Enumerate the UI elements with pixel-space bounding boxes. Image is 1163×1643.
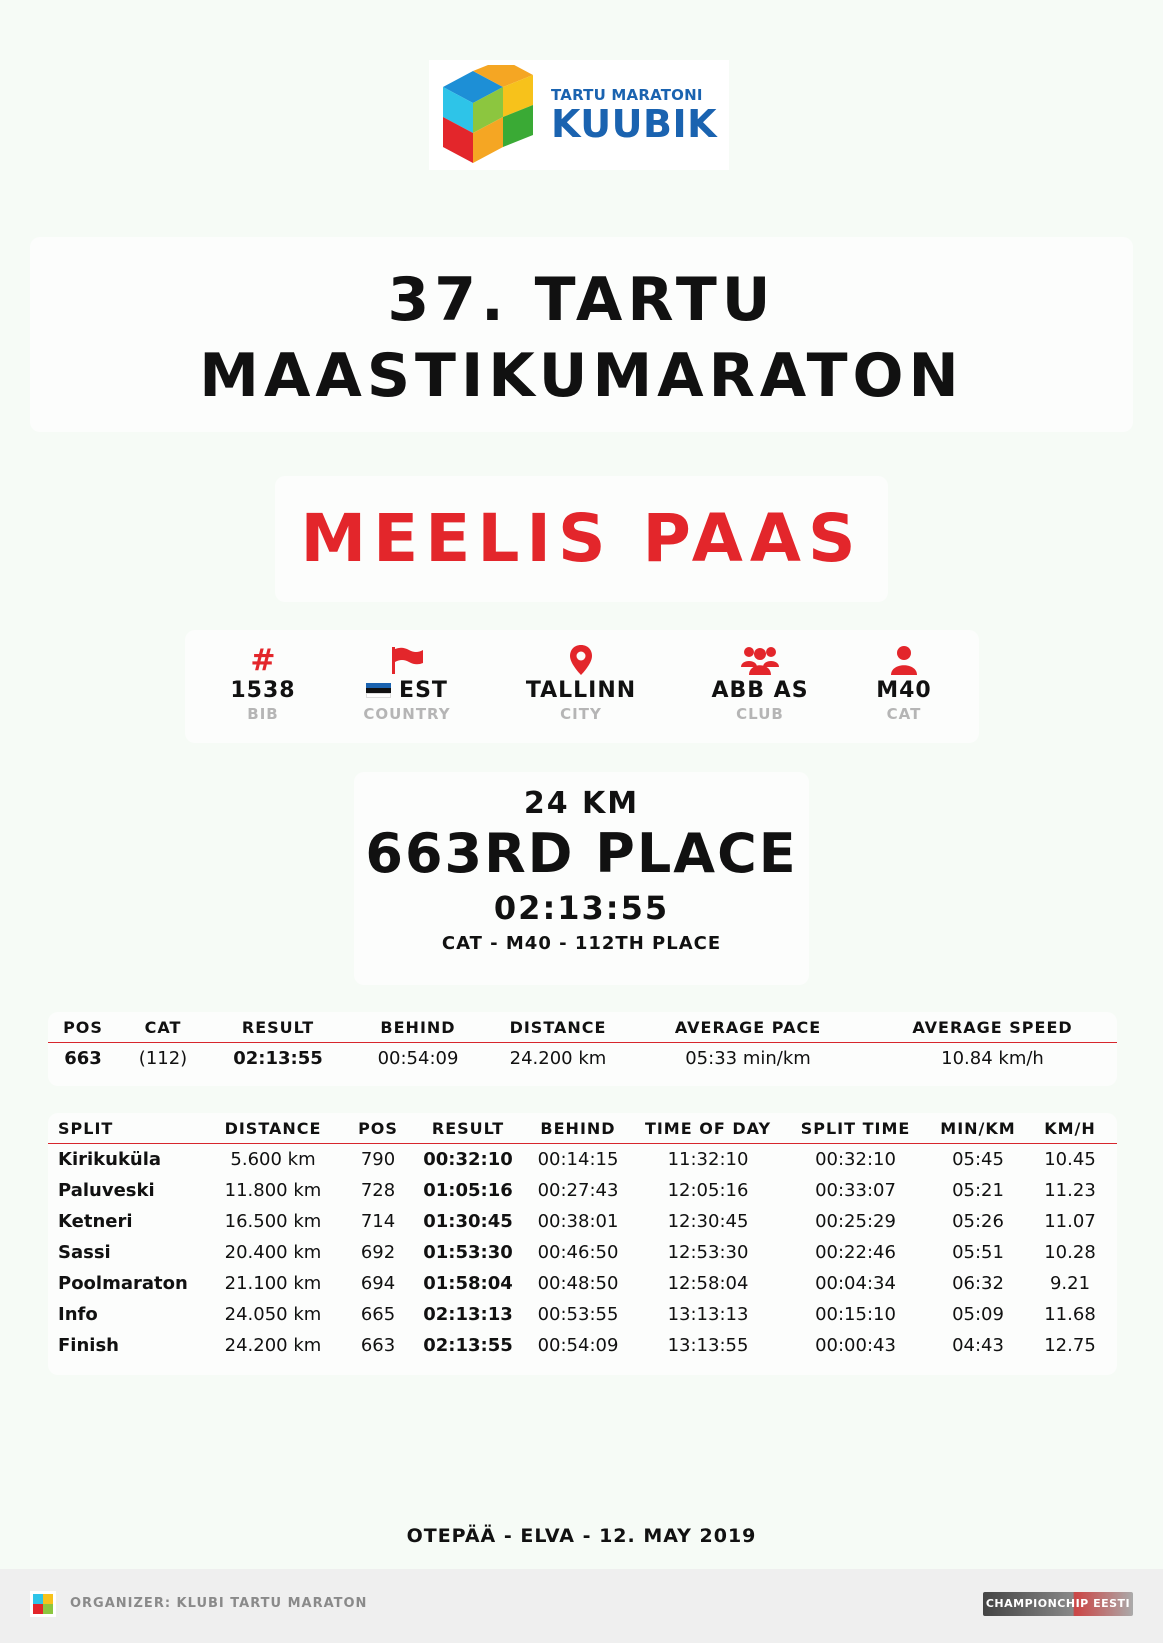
info-club — [680, 644, 840, 723]
splits-header: DISTANCE — [208, 1113, 338, 1144]
split-name: Kirikuküla — [58, 1149, 162, 1170]
summary-behind: 00:54:09 — [377, 1048, 459, 1069]
mini-cube-icon — [30, 1591, 56, 1617]
split-speed: 10.45 — [1044, 1149, 1096, 1170]
splits-header: MIN/KM — [933, 1113, 1023, 1144]
summary-header: BEHIND — [348, 1012, 488, 1043]
footer-bar — [0, 1569, 1163, 1643]
summary-distance: 24.200 km — [509, 1048, 607, 1069]
split-distance: 20.400 km — [224, 1242, 322, 1263]
splits-header: RESULT — [418, 1113, 518, 1144]
estonia-flag-icon — [366, 683, 391, 698]
summary-header: DISTANCE — [488, 1012, 628, 1043]
summary-cat: (112) — [138, 1048, 188, 1069]
cube-icon — [433, 65, 543, 165]
splits-header: SPLIT — [48, 1113, 208, 1144]
splits-header-row — [48, 1113, 1117, 1144]
result-card — [354, 772, 809, 985]
splits-header: TIME OF DAY — [638, 1113, 778, 1144]
splits-header: SPLIT TIME — [778, 1113, 933, 1144]
split-distance: 5.600 km — [230, 1149, 316, 1170]
summary-header: AVERAGE PACE — [628, 1012, 868, 1043]
split-result: 01:58:04 — [423, 1273, 513, 1294]
split-time: 00:00:43 — [815, 1335, 896, 1356]
split-time: 00:33:07 — [815, 1180, 896, 1201]
users-icon — [680, 644, 840, 676]
split-pos: 790 — [360, 1149, 396, 1170]
split-time-of-day: 12:53:30 — [667, 1242, 749, 1263]
split-distance: 24.050 km — [224, 1304, 322, 1325]
result-place: 663RD PLACE — [365, 822, 798, 885]
country-value — [327, 678, 487, 703]
split-speed: 10.28 — [1044, 1242, 1096, 1263]
event-title-line2: MAASTIKUMARATON — [199, 341, 964, 411]
split-distance: 24.200 km — [224, 1335, 322, 1356]
summary-card — [48, 1012, 1117, 1086]
split-speed: 9.21 — [1049, 1273, 1091, 1294]
hash-icon: # — [250, 642, 276, 678]
split-row — [48, 1237, 1117, 1268]
split-result: 01:53:30 — [423, 1242, 513, 1263]
split-row — [48, 1206, 1117, 1237]
split-distance: 11.800 km — [224, 1180, 322, 1201]
logo-main-text: KUUBIK — [551, 101, 718, 146]
summary-header: POS — [48, 1012, 118, 1043]
split-name: Finish — [58, 1335, 119, 1356]
summary-speed: 10.84 km/h — [941, 1048, 1044, 1069]
summary-result: 02:13:55 — [233, 1048, 323, 1069]
user-icon — [824, 644, 984, 676]
splits-header: KM/H — [1023, 1113, 1117, 1144]
split-pace: 05:26 — [952, 1211, 1004, 1232]
club-label: CLUB — [736, 705, 784, 723]
event-date-location: OTEPÄÄ - ELVA - 12. MAY 2019 — [406, 1525, 757, 1547]
split-behind: 00:14:15 — [537, 1149, 619, 1170]
split-result: 00:32:10 — [423, 1149, 513, 1170]
city-label: CITY — [560, 705, 602, 723]
split-time-of-day: 13:13:55 — [667, 1335, 749, 1356]
split-distance: 16.500 km — [224, 1211, 322, 1232]
split-behind: 00:48:50 — [537, 1273, 619, 1294]
info-bib — [183, 644, 343, 723]
split-row — [48, 1144, 1117, 1176]
cat-label: CAT — [886, 705, 922, 723]
split-time-of-day: 12:30:45 — [667, 1211, 749, 1232]
bib-value: 1538 — [230, 678, 296, 703]
split-pace: 06:32 — [952, 1273, 1004, 1294]
country-label: COUNTRY — [363, 705, 451, 723]
split-behind: 00:46:50 — [537, 1242, 619, 1263]
map-pin-icon — [501, 644, 661, 676]
runner-name: MEELIS PAAS — [300, 500, 863, 577]
split-time: 00:15:10 — [815, 1304, 896, 1325]
summary-header: CAT — [118, 1012, 208, 1043]
country-code: EST — [399, 678, 448, 703]
split-row — [48, 1175, 1117, 1206]
split-name: Sassi — [58, 1242, 111, 1263]
splits-header: POS — [338, 1113, 418, 1144]
splits-header: BEHIND — [518, 1113, 638, 1144]
split-row — [48, 1330, 1117, 1361]
splits-body — [48, 1144, 1117, 1362]
split-pace: 05:21 — [952, 1180, 1004, 1201]
logo-top-text: TARTU MARATONI — [551, 85, 703, 104]
split-behind: 00:27:43 — [537, 1180, 619, 1201]
result-cat-place: CAT - M40 - 112TH PLACE — [441, 933, 722, 954]
split-speed: 12.75 — [1044, 1335, 1096, 1356]
name-card — [275, 476, 888, 602]
split-pos: 728 — [360, 1180, 396, 1201]
split-pos: 692 — [360, 1242, 396, 1263]
split-distance: 21.100 km — [224, 1273, 322, 1294]
result-time: 02:13:55 — [493, 889, 670, 927]
info-cat — [824, 644, 984, 723]
summary-pace: 05:33 min/km — [685, 1048, 811, 1069]
split-result: 02:13:13 — [423, 1304, 513, 1325]
split-name: Paluveski — [58, 1180, 155, 1201]
split-time: 00:22:46 — [815, 1242, 896, 1263]
split-time: 00:32:10 — [815, 1149, 896, 1170]
summary-header: AVERAGE SPEED — [868, 1012, 1117, 1043]
split-time-of-day: 12:05:16 — [667, 1180, 749, 1201]
event-logo — [429, 60, 729, 170]
title-card — [30, 237, 1133, 432]
split-pace: 05:09 — [952, 1304, 1004, 1325]
split-row — [48, 1299, 1117, 1330]
split-speed: 11.07 — [1044, 1211, 1096, 1232]
result-distance: 24 KM — [523, 786, 640, 821]
info-card — [185, 630, 979, 743]
split-pace: 05:51 — [952, 1242, 1004, 1263]
split-time: 00:04:34 — [815, 1273, 896, 1294]
summary-header: RESULT — [208, 1012, 348, 1043]
event-title — [30, 262, 1133, 414]
split-speed: 11.23 — [1044, 1180, 1096, 1201]
split-behind: 00:54:09 — [537, 1335, 619, 1356]
split-pace: 05:45 — [952, 1149, 1004, 1170]
bib-label: BIB — [247, 705, 279, 723]
info-country — [327, 644, 487, 723]
event-title-line1: 37. TARTU — [387, 265, 776, 335]
split-pos: 665 — [360, 1304, 396, 1325]
splits-table — [48, 1113, 1117, 1361]
info-city — [501, 644, 661, 723]
club-value: ABB AS — [711, 678, 809, 703]
split-behind: 00:38:01 — [537, 1211, 619, 1232]
split-pos: 663 — [360, 1335, 396, 1356]
summary-table — [48, 1012, 1117, 1074]
split-result: 01:30:45 — [423, 1211, 513, 1232]
split-row — [48, 1268, 1117, 1299]
split-pos: 714 — [360, 1211, 396, 1232]
split-speed: 11.68 — [1044, 1304, 1096, 1325]
split-time-of-day: 12:58:04 — [667, 1273, 749, 1294]
splits-card — [48, 1113, 1117, 1375]
split-result: 01:05:16 — [423, 1180, 513, 1201]
split-result: 02:13:55 — [423, 1335, 513, 1356]
split-pos: 694 — [360, 1273, 396, 1294]
flag-icon — [327, 644, 487, 676]
split-time-of-day: 11:32:10 — [667, 1149, 749, 1170]
summary-row — [48, 1043, 1117, 1075]
summary-pos: 663 — [64, 1048, 102, 1069]
split-time-of-day: 13:13:13 — [667, 1304, 749, 1325]
organizer-text: ORGANIZER: KLUBI TARTU MARATON — [70, 1596, 368, 1611]
cat-value: M40 — [876, 678, 932, 703]
split-pace: 04:43 — [952, 1335, 1004, 1356]
city-value: TALLINN — [525, 678, 637, 703]
split-name: Info — [58, 1304, 98, 1325]
summary-header-row — [48, 1012, 1117, 1043]
championchip-logo: CHAMPIONCHIP EESTI — [983, 1592, 1133, 1616]
split-behind: 00:53:55 — [537, 1304, 619, 1325]
split-name: Poolmaraton — [58, 1273, 188, 1294]
split-time: 00:25:29 — [815, 1211, 896, 1232]
split-name: Ketneri — [58, 1211, 133, 1232]
